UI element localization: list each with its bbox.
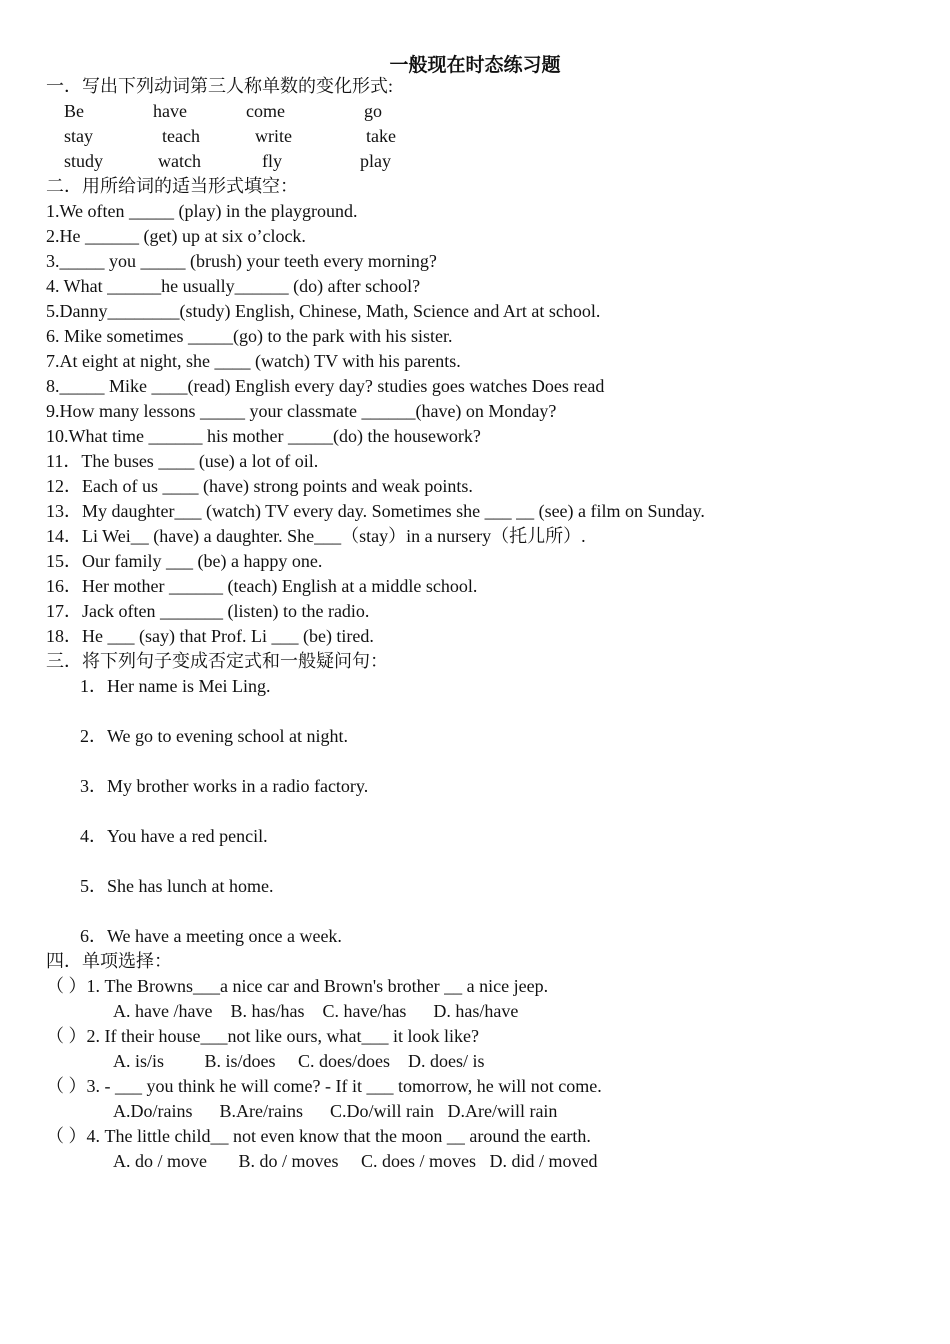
transform-item: 4．You have a red pencil. [80,826,268,846]
fill-in-item: 1.We often _____ (play) in the playground. [46,201,358,221]
verb-cell: play [360,151,391,171]
fill-in-item: 6. Mike sometimes _____(go) to the park with his sister. [46,326,453,346]
mc-question: （ ）3. - ___ you think he will come? - If it ___ tomorrow, he will not come. [46,1076,602,1096]
fill-in-item: 9.How many lessons _____ your classmate ______(have) on Monday? [46,401,557,421]
fill-in-item: 14．Li Wei__ (have) a daughter. She___（stay）in a nursery（托儿所）. [46,526,586,546]
fill-in-item: 18．He ___ (say) that Prof. Li ___ (be) tired. [46,626,374,646]
verb-cell: watch [158,151,201,171]
mc-question: （ ）4. The little child__ not even know that the moon __ around the earth. [46,1126,591,1146]
transform-item: 6．We have a meeting once a week. [80,926,342,946]
transform-item: 3．My brother works in a radio factory. [80,776,369,796]
fill-in-item: 10.What time ______ his mother _____(do) the housework? [46,426,481,446]
mc-options: A. is/is B. is/does C. does/does D. does/ is [113,1051,485,1071]
verb-cell: stay [64,126,93,146]
mc-question: （ ）1. The Browns___a nice car and Brown's brother __ a nice jeep. [46,976,549,996]
fill-in-item: 3._____ you _____ (brush) your teeth every morning? [46,251,437,271]
section-1-heading: 一．写出下列动词第三人称单数的变化形式: [46,76,393,96]
fill-in-item: 11．The buses ____ (use) a lot of oil. [46,451,319,471]
section-3-heading: 三．将下列句子变成否定式和一般疑问句： [46,651,388,671]
verb-cell: Be [64,101,84,121]
transform-item: 2．We go to evening school at night. [80,726,349,746]
fill-in-item: 8._____ Mike ____(read) English every day? studies goes watches Does read [46,376,605,396]
fill-in-item: 15．Our family ___ (be) a happy one. [46,551,323,571]
section-2-heading: 二．用所给词的适当形式填空： [46,176,298,196]
fill-in-item: 4. What ______he usually______ (do) after school? [46,276,421,296]
mc-options: A.Do/rains B.Are/rains C.Do/will rain D.Are/will rain [113,1101,558,1121]
mc-options: A. have /have B. has/has C. have/has D. has/have [113,1001,519,1021]
fill-in-item: 16．Her mother ______ (teach) English at a middle school. [46,576,478,596]
verb-cell: go [364,101,382,121]
section-4-heading: 四．单项选择： [46,951,172,971]
transform-item: 1．Her name is Mei Ling. [80,676,271,696]
fill-in-item: 2.He ______ (get) up at six o’clock. [46,226,306,246]
fill-in-item: 13．My daughter___ (watch) TV every day. Sometimes she ___ __ (see) a film on Sunday. [46,501,705,521]
fill-in-item: 7.At eight at night, she ____ (watch) TV with his parents. [46,351,461,371]
mc-question: （ ）2. If their house___not like ours, what___ it look like? [46,1026,479,1046]
transform-item: 5．She has lunch at home. [80,876,274,896]
verb-cell: come [246,101,285,121]
verb-cell: fly [262,151,282,171]
mc-options: A. do / move B. do / moves C. does / moves D. did / moved [113,1151,598,1171]
fill-in-item: 17．Jack often _______ (listen) to the radio. [46,601,370,621]
fill-in-item: 12．Each of us ____ (have) strong points and weak points. [46,476,473,496]
verb-cell: write [255,126,292,146]
verb-cell: take [366,126,396,146]
page-title: 一般现在时态练习题 [389,55,561,76]
verb-cell: study [64,151,104,171]
verb-cell: have [153,101,187,121]
verb-cell: teach [162,126,200,146]
fill-in-item: 5.Danny________(study) English, Chinese, Math, Science and Art at school. [46,301,601,321]
